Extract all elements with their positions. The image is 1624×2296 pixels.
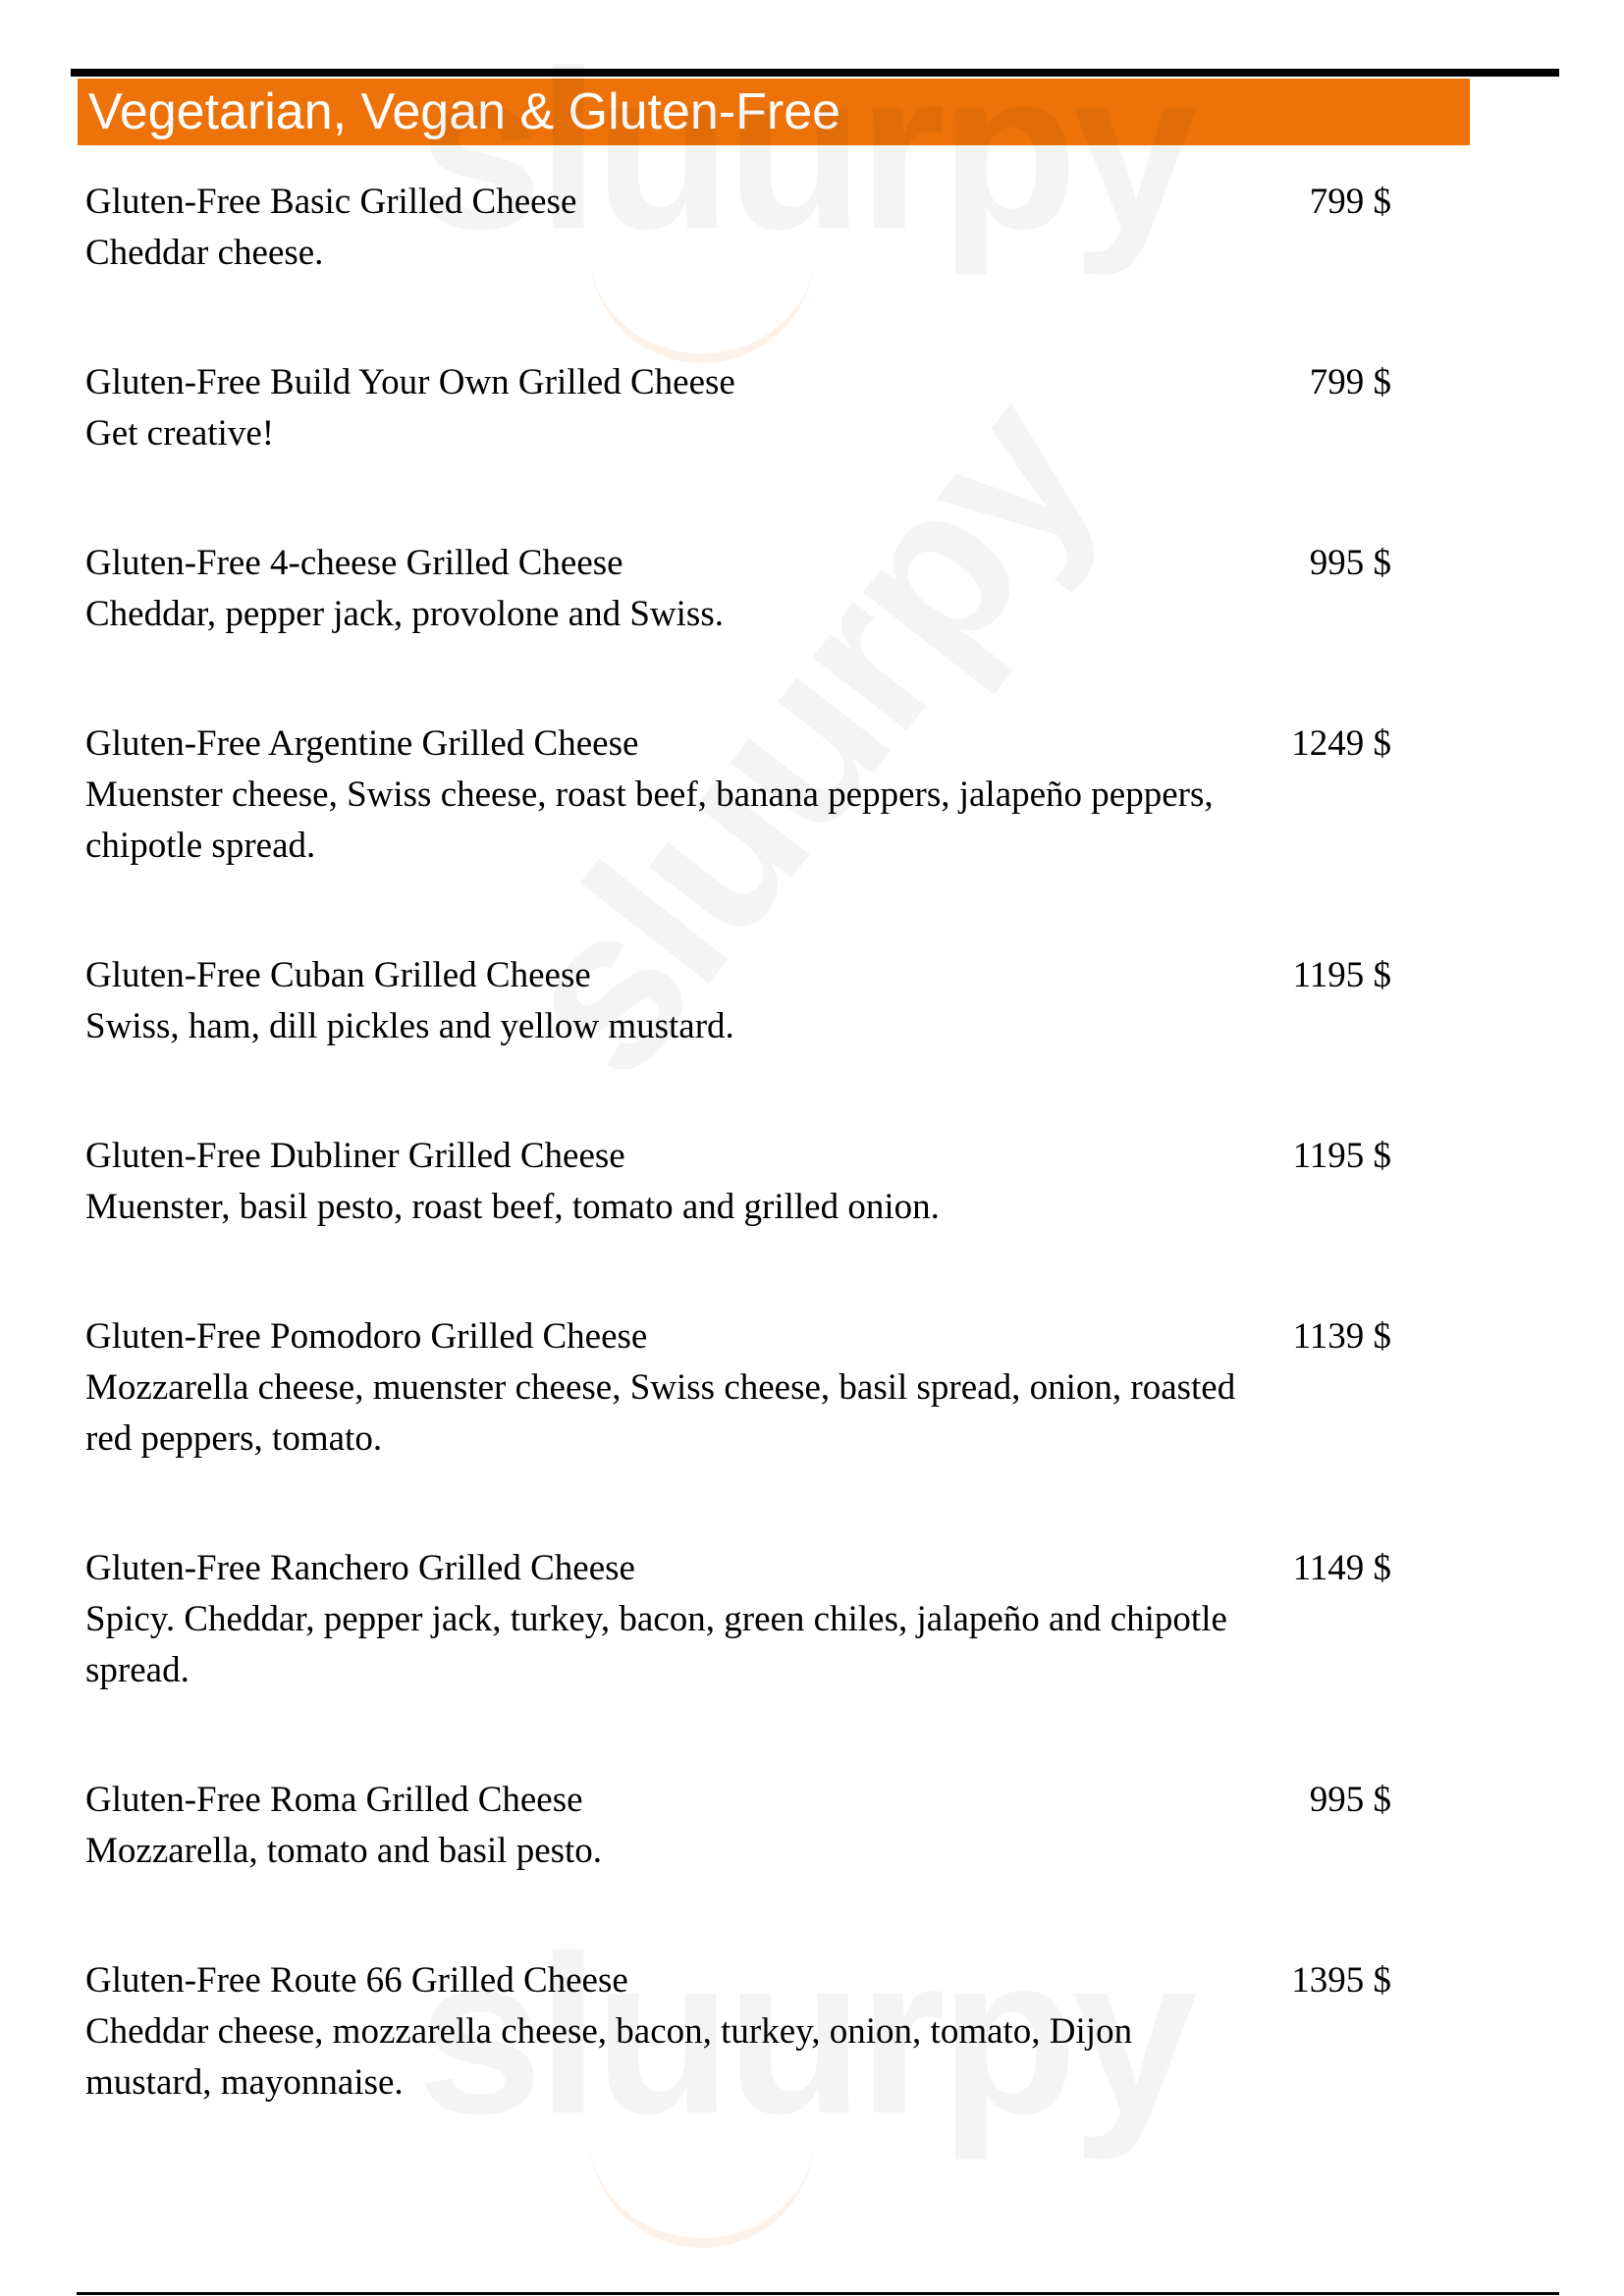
menu-item-price: 995 $ — [1309, 543, 1391, 583]
menu-item-name: Gluten-Free Ranchero Grilled Cheese — [85, 1548, 635, 1588]
menu-item-description: Get creative! — [85, 413, 275, 454]
menu-item-list — [85, 177, 1391, 2109]
menu-item-description: Cheddar cheese. — [85, 233, 324, 273]
menu-item-name: Gluten-Free Route 66 Grilled Cheese — [85, 1960, 628, 2001]
menu-item-price: 1395 $ — [1291, 1960, 1391, 2001]
menu-item-description: Muenster cheese, Swiss cheese, roast beef, banana peppers, jalapeño peppers, chipotle spread. — [85, 774, 1214, 866]
menu-item-description: Swiss, ham, dill pickles and yellow mustard. — [85, 1006, 734, 1046]
menu-item-price: 799 $ — [1309, 362, 1391, 402]
menu-item-name: Gluten-Free 4-cheese Grilled Cheese — [85, 543, 623, 583]
watermark-smile-icon — [589, 2120, 815, 2248]
menu-item — [85, 1775, 1391, 1877]
menu-item-name: Gluten-Free Dubliner Grilled Cheese — [85, 1136, 625, 1176]
menu-item-name: Gluten-Free Argentine Grilled Cheese — [85, 723, 639, 764]
menu-item-name: Gluten-Free Pomodoro Grilled Cheese — [85, 1316, 648, 1357]
menu-item-price: 1249 $ — [1291, 723, 1391, 764]
menu-item — [85, 1955, 1391, 2109]
menu-item — [85, 357, 1391, 459]
menu-item-description: Mozzarella cheese, muenster cheese, Swiss cheese, basil spread, onion, roasted red peppers, tomato. — [85, 1367, 1236, 1459]
menu-item — [85, 1543, 1391, 1696]
top-divider — [71, 69, 1559, 77]
menu-item — [85, 538, 1391, 640]
bottom-divider — [77, 2292, 1559, 2295]
menu-item — [85, 719, 1391, 872]
menu-item-description: Mozzarella, tomato and basil pesto. — [85, 1831, 603, 1871]
menu-item-name: Gluten-Free Cuban Grilled Cheese — [85, 955, 591, 995]
menu-item — [85, 1311, 1391, 1465]
menu-item-name: Gluten-Free Basic Grilled Cheese — [85, 182, 577, 222]
menu-item-price: 1195 $ — [1292, 1136, 1391, 1176]
menu-item-price: 799 $ — [1309, 182, 1391, 222]
menu-item-description: Spicy. Cheddar, pepper jack, turkey, bacon, green chiles, jalapeño and chipotle spread. — [85, 1599, 1227, 1690]
menu-item — [85, 177, 1391, 279]
menu-item-name: Gluten-Free Roma Grilled Cheese — [85, 1780, 583, 1820]
menu-item-description: Cheddar, pepper jack, provolone and Swiss. — [85, 594, 724, 634]
menu-item — [85, 1131, 1391, 1233]
section-title: Vegetarian, Vegan & Gluten-Free — [88, 83, 841, 140]
menu-item-name: Gluten-Free Build Your Own Grilled Cheese — [85, 362, 735, 402]
menu-item-description: Cheddar cheese, mozzarella cheese, bacon, turkey, onion, tomato, Dijon mustard, mayonnaise. — [85, 2011, 1133, 2103]
menu-item — [85, 950, 1391, 1052]
menu-item-price: 1139 $ — [1292, 1316, 1391, 1357]
menu-item-price: 995 $ — [1309, 1780, 1391, 1820]
menu-item-price: 1195 $ — [1292, 955, 1391, 995]
menu-item-description: Muenster, basil pesto, roast beef, tomato and grilled onion. — [85, 1187, 940, 1227]
menu-item-price: 1149 $ — [1292, 1548, 1391, 1588]
section-header — [78, 79, 1470, 145]
